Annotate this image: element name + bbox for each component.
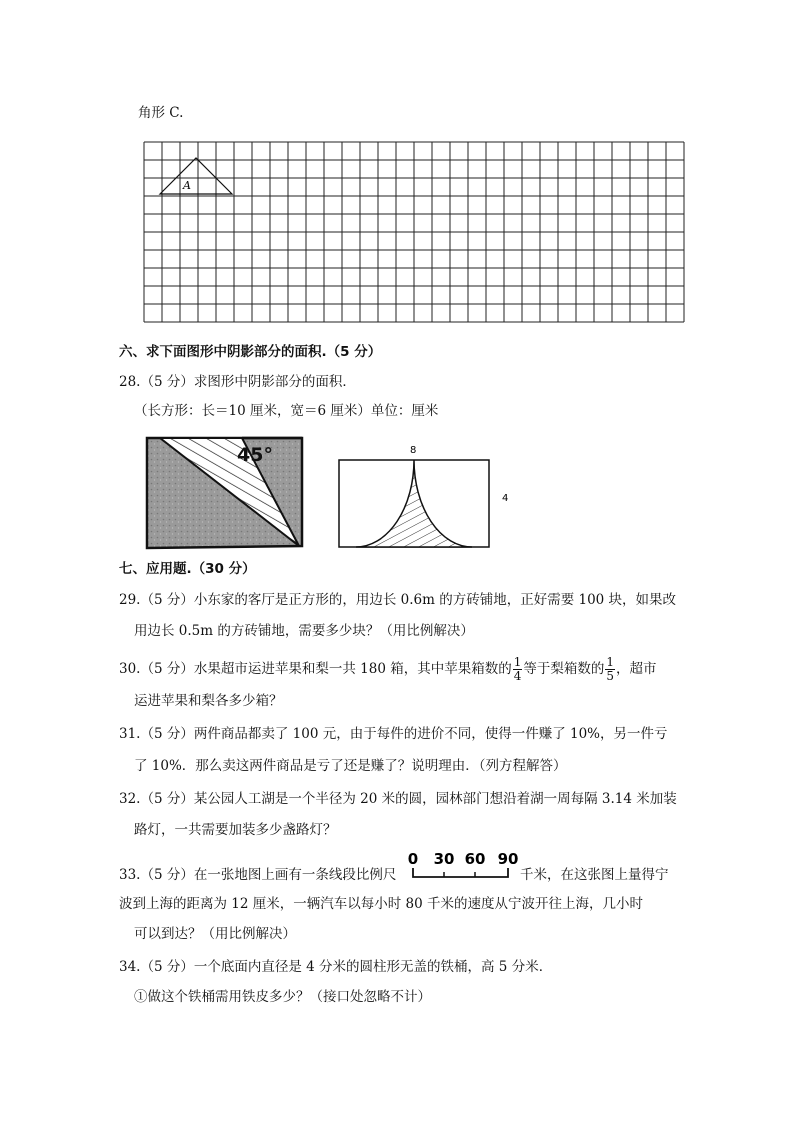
q31-line1: 31.（5 分）两件商品都卖了 100 元，由于每件的进价不同，使得一件赚了 10%，另一件亏 bbox=[119, 726, 668, 742]
q30-text-c: ，超市 bbox=[615, 661, 657, 677]
q29-line2: 用边长 0.5m 的方砖铺地，需要多少块？（用比例解决） bbox=[134, 623, 474, 639]
fraction-denominator: 4 bbox=[513, 669, 522, 683]
q33-line2: 波到上海的距离为 12 厘米，一辆汽车以每小时 80 千米的速度从宁波开往上海，几小时 bbox=[119, 896, 644, 912]
angle-label: 45° bbox=[237, 444, 273, 466]
q32-line2: 路灯，一共需要加装多少盏路灯？ bbox=[134, 822, 337, 838]
q30-text-b: 等于梨箱数的 bbox=[523, 661, 605, 677]
scale-line bbox=[413, 868, 508, 877]
side-label: 4 bbox=[502, 493, 509, 504]
triangle-label: A bbox=[183, 179, 191, 192]
section-6-title: 六、求下面图形中阴影部分的面积.（5 分） bbox=[119, 344, 382, 360]
scale-tick-90: 90 bbox=[497, 850, 519, 868]
q33-line3: 可以到达？（用比例解决） bbox=[134, 926, 296, 942]
scale-bar bbox=[404, 848, 522, 884]
q34-line1: 34.（5 分）一个底面内直径是 4 分米的圆柱形无盖的铁桶，高 5 分米． bbox=[119, 959, 553, 975]
fraction-numerator: 1 bbox=[513, 655, 522, 669]
top-label: 8 bbox=[410, 445, 417, 456]
scale-tick-30: 30 bbox=[433, 850, 455, 868]
intro-text: 角形 C. bbox=[138, 105, 184, 121]
q31-line2: 了 10%．那么卖这两件商品是亏了还是赚了？说明理由．（列方程解答） bbox=[134, 758, 567, 774]
q32-line1: 32.（5 分）某公园人工湖是一个半径为 20 米的圆，园林部门想沿着湖一周每隔 3.14 米加装 bbox=[119, 791, 677, 807]
q28-stem: 28.（5 分）求图形中阴影部分的面积． bbox=[119, 374, 356, 390]
q30-text-a: 30.（5 分）水果超市运进苹果和梨一共 180 箱，其中苹果箱数的 bbox=[119, 661, 512, 677]
q34-sub1: ①做这个铁桶需用铁皮多少？（接口处忽略不计） bbox=[134, 989, 431, 1005]
scale-tick-0: 0 bbox=[407, 850, 419, 868]
square-grid bbox=[142, 140, 686, 324]
q29-line1: 29.（5 分）小东家的客厅是正方形的，用边长 0.6m 的方砖铺地，正好需要 100 块，如果改 bbox=[119, 592, 677, 608]
q30-line2: 运进苹果和梨各多少箱？ bbox=[134, 693, 283, 709]
fraction-one-quarter bbox=[513, 656, 523, 683]
q33-text-a: 33.（5 分）在一张地图上画有一条线段比例尺 bbox=[119, 867, 397, 883]
scale-tick-60: 60 bbox=[464, 850, 486, 868]
fraction-denominator: 5 bbox=[606, 669, 614, 683]
fraction-one-fifth bbox=[605, 656, 615, 683]
q33-text-b: 千米，在这张图上量得宁 bbox=[520, 867, 669, 883]
triangle-a bbox=[160, 158, 232, 194]
q28-note: （长方形：长＝10 厘米，宽＝6 厘米）单位：厘米 bbox=[134, 403, 439, 419]
q30-line1 bbox=[119, 654, 656, 684]
shaded-rectangle-figure bbox=[144, 434, 306, 552]
section-7-title: 七、应用题.（30 分） bbox=[119, 561, 256, 577]
quarter-circle-figure bbox=[336, 440, 526, 552]
grid-lines bbox=[144, 142, 684, 322]
fraction-numerator: 1 bbox=[606, 655, 614, 669]
